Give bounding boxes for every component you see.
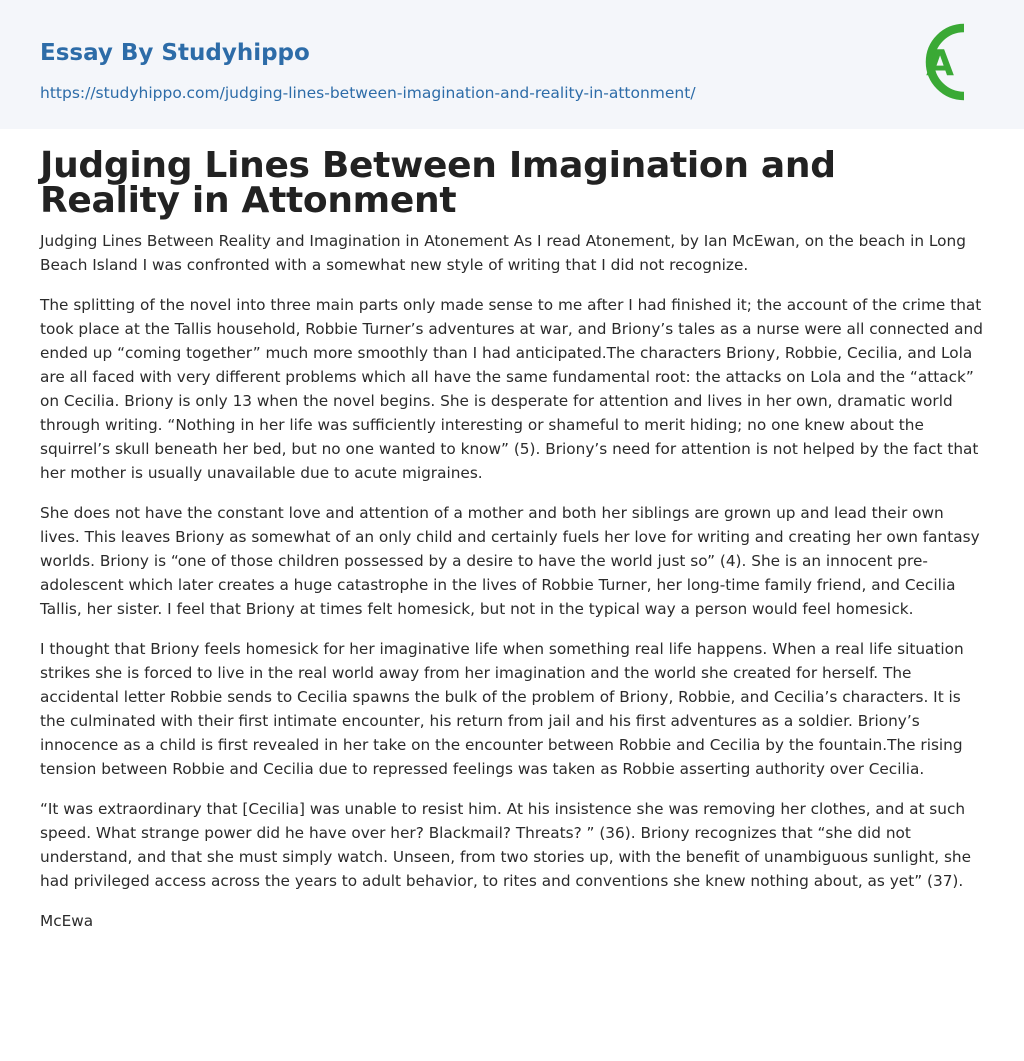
article-title: Judging Lines Between Imagination and Reality in Attonment xyxy=(40,145,836,221)
article-paragraph: McEwa xyxy=(40,912,94,930)
article-paragraph: Judging Lines Between Reality and Imagination in Atonement As I read Atonement, by Ian McEwan, on the beach in Long Beach Island I was confronted with a somewhat new style of writing that I did not recognize. xyxy=(40,232,966,274)
article-paragraph: The splitting of the novel into three main parts only made sense to me after I had finished it; the account of the crime that took place at the Tallis household, Robbie Turner’s adventures at war, and Briony’s tales as a nurse were all connected and ended up “coming together” much more smoothly than I had anticipated.The characters Briony, Robbie, Cecilia, and Lola are all faced with very different problems which all have the same fundamental root: the attacks on Lola and the “attack” on Cecilia. Briony is only 13 when the novel begins. She is desperate for attention and lives in her own, dramatic world through writing. “Nothing in her life was sufficiently interesting or shameful to merit hiding; no one knew about the squirrel’s skull beneath her bed, but no one wanted to know” (5). Briony’s need for attention is not helped by the fact that her mother is usually unavailable due to acute migraines. xyxy=(40,296,983,482)
page-url-link[interactable]: https://studyhippo.com/judging-lines-between-imagination-and-reality-in-attonment/ xyxy=(40,84,696,102)
logo-letter: A xyxy=(926,43,954,84)
article-paragraph: She does not have the constant love and attention of a mother and both her siblings are grown up and lead their own lives. This leaves Briony as somewhat of an only child and certainly fuels her love for writing and creating her own fantasy worlds. Briony is “one of those children possessed by a desire to have the world just so” (4). She is an innocent pre-adolescent which later creates a huge catastrophe in the lives of Robbie Turner, her long-time family friend, and Cecilia Tallis, her sister. I feel that Briony at times felt homesick, but not in the typical way a person would feel homesick. xyxy=(40,504,980,618)
site-brand[interactable]: Essay By Studyhippo xyxy=(40,40,310,66)
article xyxy=(40,145,984,949)
article-paragraph: “It was extraordinary that [Cecilia] was unable to resist him. At his insistence she was removing her clothes, and at such speed. What strange power did he have over her? Blackmail? Threats? ” (36). Briony recognizes that “she did not understand, and that she must simply watch. Unseen, from two stories up, with the benefit of unambiguous sunlight, she had privileged access across the years to adult behavior, to rites and conventions she knew nothing about, as yet” (37). xyxy=(40,800,972,890)
site-header xyxy=(0,0,1024,129)
studyhippo-logo-icon[interactable] xyxy=(911,19,987,105)
article-paragraph: I thought that Briony feels homesick for her imaginative life when something real life happens. When a real life situation strikes she is forced to live in the real world away from her imagination and the world she created for herself. The accidental letter Robbie sends to Cecilia spawns the bulk of the problem of Briony, Robbie, and Cecilia’s characters. It is the culminated with their first intimate encounter, his return from jail and his first adventures as a soldier. Briony’s innocence as a child is first revealed in her take on the encounter between Robbie and Cecilia by the fountain.The rising tension between Robbie and Cecilia due to repressed feelings was taken as Robbie asserting authority over Cecilia. xyxy=(40,640,964,778)
